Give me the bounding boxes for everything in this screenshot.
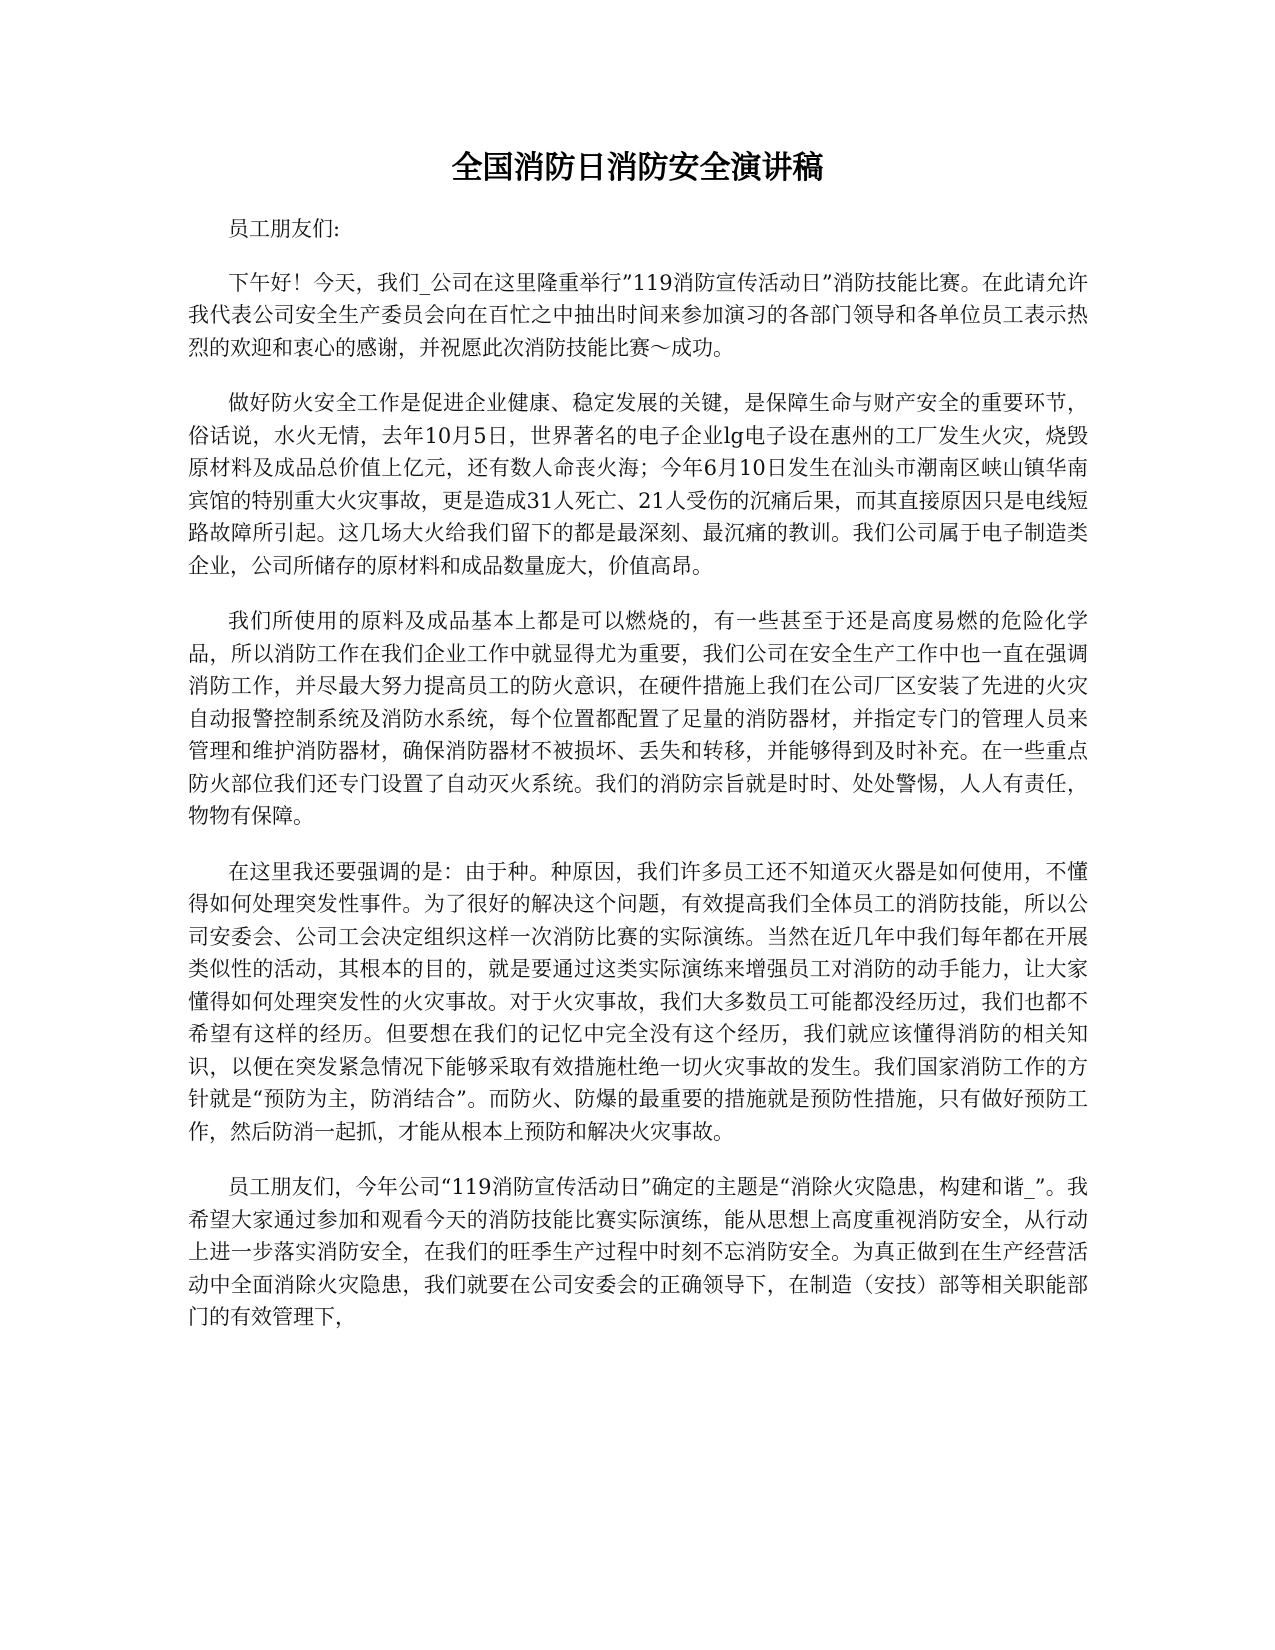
document-body (188, 213, 1088, 1357)
document-title: 全国消防日消防安全演讲稿 (451, 150, 824, 186)
paragraph-training: 在这里我还要强调的是：由于种。种原因，我们许多员工还不知道灭火器是如何使用，不懂得如何处理突发性事件。为了很好的解决这个问题，有效提高我们全体员工的消防技能，所以公司安委会、公司工会决定组织这样一次消防比赛的实际演练。当然在近几年中我们每年都在开展类似性的活动，其根本的目的，就是要通过这类实际演练来增强员工对消防的动手能力，让大家懂得如何处理突发性的火灾事故。对于火灾事故，我们大多数员工可能都没经历过，我们也都不希望有这样的经历。但要想在我们的记忆中完全没有这个经历，我们就应该懂得消防的相关知识，以便在突发紧急情况下能够采取有效措施杜绝一切火灾事故的发生。我们国家消防工作的方针就是“预防为主，防消结合”。而防火、防爆的最重要的措施就是预防性措施，只有做好预防工作，然后防消一起抓，才能从根本上预防和解决火灾事故。 (188, 859, 1088, 1144)
paragraph-opening: 下午好！今天，我们_公司在这里隆重举行”119消防宣传活动日”消防技能比赛。在此请允许我代表公司安全生产委员会向在百忙之中抽出时间来参加演习的各部门领导和各单位员工表示热烈的欢迎和衷心的感谢，并祝愿此次消防技能比赛～成功。 (188, 270, 1088, 360)
paragraph-theme: 员工朋友们，今年公司“119消防宣传活动日”确定的主题是“消除火灾隐患，构建和谐_”。我希望大家通过参加和观看今天的消防技能比赛实际演练，能从思想上高度重视消防安全，从行动上进一步落实消防安全，在我们的旺季生产过程中时刻不忘消防安全。为真正做到在生产经营活动中全面消除火灾隐患，我们就要在公司安委会的正确领导下，在制造（安技）部等相关职能部门的有效管理下， (188, 1175, 1088, 1329)
paragraph-measures: 我们所使用的原料及成品基本上都是可以燃烧的，有一些甚至于还是高度易燃的危险化学品，所以消防工作在我们企业工作中就显得尤为重要，我们公司在安全生产工作中也一直在强调消防工作，并尽最大努力提高员工的防火意识，在硬件措施上我们在公司厂区安装了先进的火灾自动报警控制系统及消防水系统，每个位置都配置了足量的消防器材，并指定专门的管理人员来管理和维护消防器材，确保消防器材不被损坏、丢失和转移，并能够得到及时补充。在一些重点防火部位我们还专门设置了自动灭火系统。我们的消防宗旨就是时时、处处警惕，人人有责任，物物有保障。 (188, 609, 1088, 828)
paragraph-importance: 做好防火安全工作是促进企业健康、稳定发展的关键，是保障生命与财产安全的重要环节，俗话说，水火无情，去年10月5日，世界著名的电子企业lg电子设在惠州的工厂发生火灾，烧毁原材料及成品总价值上亿元，还有数人命丧火海；今年6月10日发生在汕头市潮南区峡山镇华南宾馆的特别重大火灾事故，更是造成31人死亡、21人受伤的沉痛后果，而其直接原因只是电线短路故障所引起。这几场大火给我们留下的都是最深刻、最沉痛的教训。我们公司属于电子制造类企业，公司所储存的原材料和成品数量庞大，价值高昂。 (188, 391, 1088, 578)
salutation: 员工朋友们: (228, 217, 341, 241)
